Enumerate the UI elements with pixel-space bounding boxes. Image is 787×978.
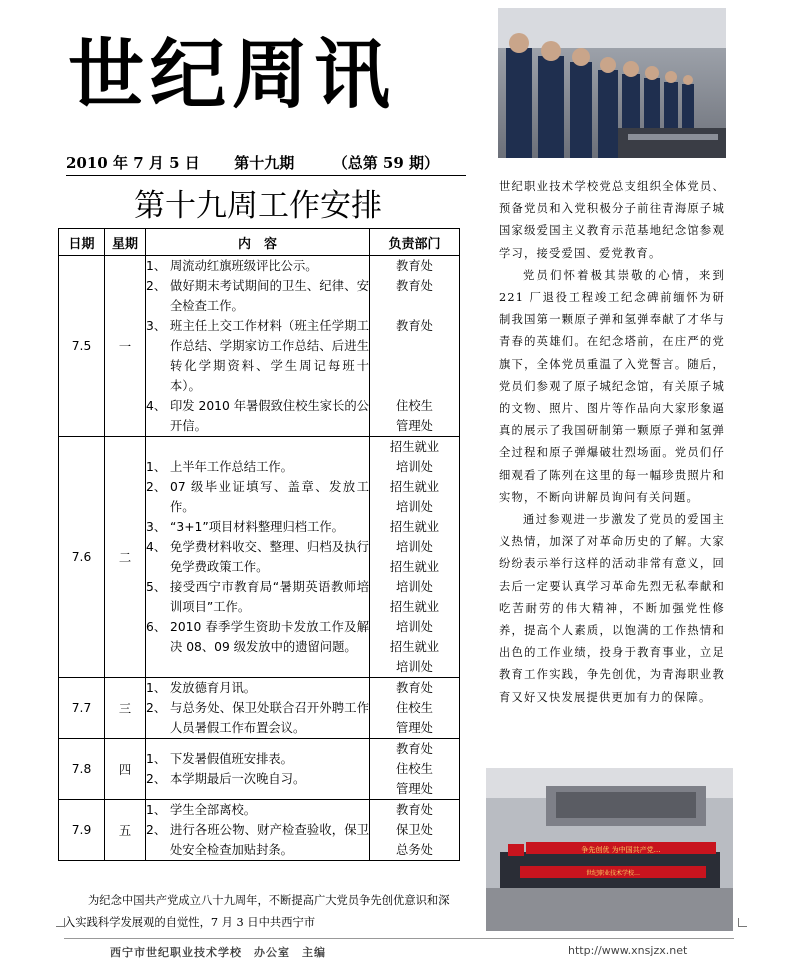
article-paragraph: 党员们怀着极其崇敬的心情，来到 221 厂退役工程竣工纪念碑前缅怀为研制我国第一颗原子弹和氢弹奉献了才华与青春的英雄们。在纪念塔前，在庄严的党旗下，全体党员重温了入党誓言。随后，党员们参观了原子城纪念馆，有关原子城的文物、照片、图片等作品向大家形象逼真的展示了我国研制第一颗原子弹和氢弹全过程和原子弹爆破壮烈场面。党员们仔细观看了陈列在这里的每一幅珍贵照片和实物，不断向讲解员询问有关问题。 [499,268,725,504]
article-paragraph: 通过参观进一步激发了党员的爱国主义热情，加深了对革命历史的了解。大家纷纷表示举行这样的活动非常有意义，回去后一定要认真学习革命先烈无私奉献和吃苦耐劳的伟大精神，不断加强党性修养，提高个人素质，以饱满的工作热情和出色的工作业绩，投身于教育事业，立足教育工作实践，争先创优，为青海职业教育又好又快发展提供更加有力的保障。 [499,513,725,704]
department-name: 培训处 [396,620,433,634]
header-content: 内 容 [146,229,370,256]
caption-paragraph: 为纪念中国共产党成立八十九周年，不断提高广大党员争先创优意识和深入实践科学发展观的自觉性，7 月 3 日中共西宁市 [64,894,450,929]
department-name: 招生就业 [389,440,440,454]
task-text: 与总务处、保卫处联合召开外聘工作人员暑假工作布置会议。 [170,701,369,735]
department-name [370,356,459,376]
page-corner-mark [56,918,65,927]
row-date: 7.7 [59,678,105,739]
task-text: 2010 春季学生资助卡发放工作及解决 08、09 级发放中的遗留问题。 [170,620,369,654]
task-number: 3、 [146,520,167,534]
article-text [499,176,725,709]
department-name: 培训处 [396,460,433,474]
task-text: 学生全部离校。 [170,803,257,817]
footer-rule [64,938,734,939]
task-number: 2、 [146,823,167,837]
masthead-title: 世纪周讯 [68,30,396,119]
task-number: 6、 [146,620,167,634]
photo-visitors-image [498,8,726,158]
task-text: 07 级毕业证填写、盖章、发放工作。 [170,480,369,514]
footer-website-link[interactable]: http://www.xnsjzx.net [568,944,688,957]
department-name: 招生就业 [389,640,440,654]
task-text: 进行各班公物、财产检查验收，保卫处安全检查加贴封条。 [170,823,369,857]
header-department: 负责部门 [370,229,460,256]
task-number: 2、 [146,701,167,715]
department-name: 管理处 [396,419,433,433]
task-item [146,749,369,769]
task-item [146,800,369,820]
task-item [146,537,369,577]
schedule-row [59,739,460,800]
task-item [146,457,369,477]
task-number: 1、 [146,803,167,817]
row-tasks [146,800,370,861]
task-text: “3+1”项目材料整理归档工作。 [170,520,344,534]
task-number: 4、 [146,399,167,413]
department-name: 教育处 [396,742,433,756]
task-text: 班主任上交工作材料（班主任学期工作总结、学期家访工作总结、后进生转化学期资料、学生周记每班十本）。 [170,319,369,393]
row-departments [370,800,460,861]
schedule-heading: 第十九周工作安排 [134,188,382,224]
department-name: 招生就业 [389,600,440,614]
task-item [146,276,369,316]
department-name: 管理处 [396,721,433,735]
task-text: 做好期末考试期间的卫生、纪律、安全检查工作。 [170,279,369,313]
task-item [146,820,369,860]
issue-total: （总第 59 期） [332,154,440,172]
department-name: 教育处 [396,279,433,293]
task-item [146,396,369,436]
header-weekday: 星期 [105,229,146,256]
task-item [146,517,369,537]
task-text: 印发 2010 年暑假致住校生家长的公开信。 [170,399,369,433]
task-number: 2、 [146,279,167,293]
photo-group-image [486,768,733,931]
task-number: 1、 [146,752,167,766]
task-item [146,577,369,617]
task-text: 发放德育月讯。 [170,681,257,695]
task-item [146,477,369,517]
department-name: 教育处 [396,803,433,817]
row-departments [370,739,460,800]
header-date: 日期 [59,229,105,256]
page-corner-mark [738,918,747,927]
issue-date: 2010 年 7 月 5 日 [66,154,200,172]
row-tasks [146,739,370,800]
photo-banner-bottom: 世纪职业技术学校… [585,870,641,877]
row-weekday: 二 [105,437,146,678]
schedule-row [59,256,460,437]
task-item [146,698,369,738]
row-departments [370,437,460,678]
row-date: 7.8 [59,739,105,800]
task-item [146,617,369,657]
task-number: 5、 [146,580,167,594]
task-text: 周流动红旗班级评比公示。 [170,259,318,273]
task-number: 2、 [146,772,167,786]
footer-editor: 西宁市世纪职业技术学校 办公室 主编 [110,946,326,959]
row-weekday: 五 [105,800,146,861]
row-date: 7.6 [59,437,105,678]
department-name: 教育处 [396,259,433,273]
task-number: 1、 [146,681,167,695]
department-name: 教育处 [396,319,433,333]
row-tasks [146,256,370,437]
department-name [370,376,459,396]
row-date: 7.5 [59,256,105,437]
department-name: 住校生 [396,701,433,715]
department-name: 招生就业 [389,560,440,574]
schedule-header-row [59,229,460,256]
department-name: 招生就业 [389,520,440,534]
task-item [146,256,369,276]
task-number: 3、 [146,319,167,333]
schedule-row [59,437,460,678]
schedule-table [58,228,460,861]
row-date: 7.9 [59,800,105,861]
department-name: 招生就业 [389,480,440,494]
task-item [146,678,369,698]
department-name [370,336,459,356]
department-name: 总务处 [396,843,433,857]
department-name: 培训处 [396,500,433,514]
department-name: 培训处 [396,540,433,554]
row-departments [370,256,460,437]
article-paragraph: 世纪职业技术学校党总支组织全体党员、预备党员和入党积极分子前往青海原子城国家级爱国主义教育示范基地纪念馆参观学习，接受爱国、爱党教育。 [499,180,725,260]
department-name: 管理处 [396,782,433,796]
row-weekday: 四 [105,739,146,800]
task-text: 上半年工作总结工作。 [170,460,293,474]
row-tasks [146,678,370,739]
department-name: 培训处 [396,660,433,674]
department-name: 培训处 [396,580,433,594]
task-text: 免学费材料收交、整理、归档及执行免学费政策工作。 [170,540,369,574]
photo-group [486,768,733,931]
task-text: 接受西宁市教育局“暑期英语教师培训项目”工作。 [170,580,369,614]
department-name: 教育处 [396,681,433,695]
task-text: 下发暑假值班安排表。 [170,752,293,766]
department-name: 住校生 [396,399,433,413]
task-number: 1、 [146,460,167,474]
task-text: 本学期最后一次晚自习。 [170,772,306,786]
row-weekday: 三 [105,678,146,739]
issue-period: 第十九期 [234,154,295,172]
task-number: 2、 [146,480,167,494]
department-name: 保卫处 [396,823,433,837]
photo-visitors [498,8,726,158]
issue-line [66,152,466,176]
task-item [146,769,369,789]
schedule-row [59,800,460,861]
department-name: 住校生 [396,762,433,776]
task-item [146,316,369,396]
row-tasks [146,437,370,678]
task-number: 4、 [146,540,167,554]
row-departments [370,678,460,739]
task-number: 1、 [146,259,167,273]
schedule-row [59,678,460,739]
department-name [370,296,459,316]
row-weekday: 一 [105,256,146,437]
photo-banner-top: 争先创优 为中国共产党… [581,846,661,854]
schedule-body [59,256,460,861]
